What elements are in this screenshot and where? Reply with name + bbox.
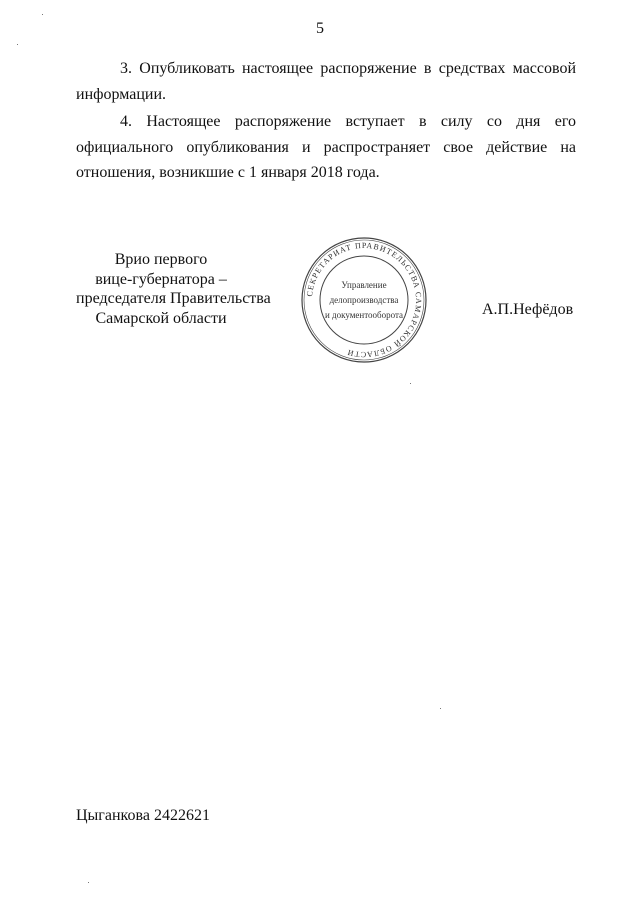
document-body — [76, 56, 576, 188]
scan-speck — [440, 708, 441, 709]
scan-speck — [88, 882, 89, 883]
position-line: председателя Правительства — [76, 290, 271, 307]
paragraph-4: 4. Настоящее распоряжение вступает в силу со дня его официального опубликования и распространяет свое действие на отношения, возникшие с 1 января 2018 года. — [76, 113, 576, 181]
position-line: вице-губернатора – — [95, 270, 227, 288]
position-line: Самарской области — [95, 309, 227, 327]
scan-speck — [410, 383, 411, 384]
paragraph-3: 3. Опубликовать настоящее распоряжение в средствах массовой информации. — [76, 60, 576, 103]
position-line: Врио первого — [114, 251, 208, 268]
executor-contact: Цыганкова 2422621 — [76, 807, 210, 824]
scan-speck — [17, 44, 18, 45]
stamp-center-line: Управление — [341, 280, 387, 290]
stamp-ring-text: СЕКРЕТАРИАТ ПРАВИТЕЛЬСТВА САМАРСКОЙ ОБЛАСТИ — [305, 240, 424, 360]
official-stamp — [300, 236, 428, 364]
stamp-center-line: делопроизводства — [329, 295, 399, 305]
signatory-position — [76, 250, 271, 328]
signatory-name: А.П.Нефёдов — [482, 301, 574, 318]
scan-speck — [42, 14, 43, 15]
stamp-center-line: и документооборота — [324, 310, 404, 320]
page-number: 5 — [316, 20, 324, 37]
